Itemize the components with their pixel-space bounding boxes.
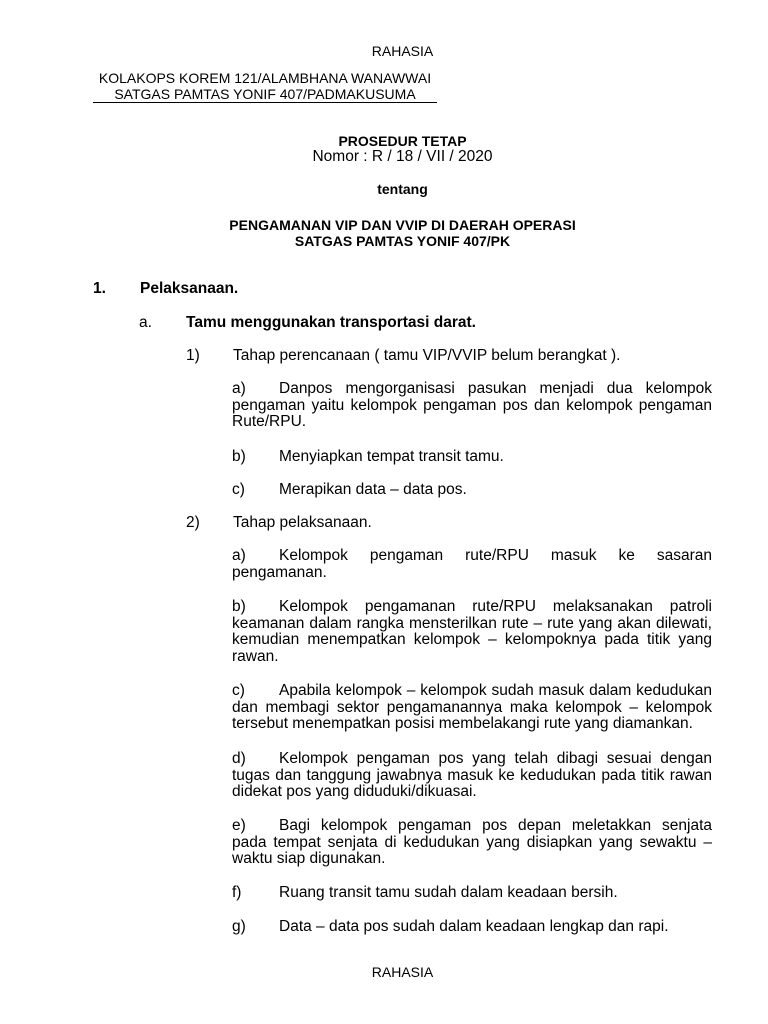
paragraph-first-line bbox=[232, 548, 712, 565]
item-marker: f) bbox=[232, 884, 242, 901]
classification-top: RAHASIA bbox=[371, 43, 434, 59]
paragraph-line: dan membagi sektor pengamanannya maka kelompok – kelompok bbox=[232, 698, 712, 716]
section-title: Pelaksanaan. bbox=[140, 280, 239, 297]
section-number: 1. bbox=[93, 280, 106, 297]
stage-title: Tahap perencanaan ( tamu VIP/VVIP belum berangkat ). bbox=[233, 347, 621, 364]
paragraph-first-line bbox=[232, 751, 712, 768]
stage-marker: 2) bbox=[186, 514, 200, 531]
paragraph-line: didekat pos yang diduduki/dikuasai. bbox=[232, 783, 477, 801]
subsection-marker: a. bbox=[139, 314, 152, 331]
paragraph-line: tugas dan tanggung jawabnya masuk ke kedudukan pada titik rawan bbox=[232, 766, 712, 784]
list-item bbox=[232, 885, 712, 902]
list-item bbox=[232, 919, 712, 936]
paragraph-line: Menyiapkan tempat transit tamu. bbox=[279, 448, 504, 465]
paragraph-line: rawan. bbox=[232, 648, 279, 666]
section-heading bbox=[93, 281, 238, 298]
list-item bbox=[232, 449, 712, 466]
about-label: tentang bbox=[377, 181, 428, 197]
paragraph-line: Kelompok pengamanan rute/RPU melaksanakan patroli bbox=[279, 598, 712, 615]
paragraph-line: Rute/RPU. bbox=[232, 413, 307, 431]
document-subject bbox=[93, 217, 712, 249]
subsection-title: Tamu menggunakan transportasi darat. bbox=[186, 314, 476, 331]
stage-marker: 1) bbox=[186, 347, 200, 364]
paragraph-first-line bbox=[232, 449, 712, 466]
paragraph-line: Data – data pos sudah dalam keadaan lengkap dan rapi. bbox=[279, 918, 669, 935]
paragraph-line: Bagi kelompok pengaman pos depan meletakkan senjata bbox=[279, 817, 712, 834]
unit-header-line1: KOLAKOPS KOREM 121/ALAMBHANA WANAWWAI bbox=[98, 70, 432, 86]
document-type: PROSEDUR TETAP bbox=[338, 133, 467, 149]
item-marker: b) bbox=[232, 448, 246, 465]
paragraph-first-line bbox=[232, 599, 712, 616]
document-number: Nomor : R / 18 / VII / 2020 bbox=[312, 148, 493, 165]
paragraph-first-line bbox=[232, 818, 712, 835]
item-marker: e) bbox=[232, 817, 246, 834]
paragraph-line: Kelompok pengaman pos yang telah dibagi sesuai dengan bbox=[279, 750, 712, 767]
paragraph-line: kemudian menempatkan kelompok – kelompoknya pada titik yang bbox=[232, 631, 712, 649]
item-marker: a) bbox=[232, 547, 246, 564]
stage-heading bbox=[186, 515, 372, 532]
paragraph-line: keamanan dalam rangka mensterilkan rute – rute yang akan dilewati, bbox=[232, 614, 712, 632]
unit-header-line2: SATGAS PAMTAS YONIF 407/PADMAKUSUMA bbox=[114, 86, 416, 102]
paragraph-first-line bbox=[232, 919, 712, 936]
paragraph-line: Kelompok pengaman rute/RPU masuk ke sasaran bbox=[279, 547, 712, 564]
list-item bbox=[232, 482, 712, 499]
item-marker: c) bbox=[232, 682, 245, 699]
list-item bbox=[232, 599, 712, 666]
paragraph-line: waktu siap digunakan. bbox=[232, 850, 386, 868]
subject-line: SATGAS PAMTAS YONIF 407/PK bbox=[294, 233, 511, 249]
list-item bbox=[232, 818, 712, 868]
paragraph-line: Danpos mengorganisasi pasukan menjadi dua kelompok bbox=[279, 380, 712, 397]
paragraph-first-line bbox=[232, 683, 712, 700]
paragraph-line: Ruang transit tamu sudah dalam keadaan bersih. bbox=[279, 884, 618, 901]
paragraph-first-line bbox=[232, 381, 712, 398]
paragraph-line: pengamanan. bbox=[232, 563, 327, 581]
paragraph-first-line bbox=[232, 482, 712, 499]
paragraph-line: Apabila kelompok – kelompok sudah masuk dalam kedudukan bbox=[279, 682, 712, 699]
item-marker: a) bbox=[232, 380, 246, 397]
item-marker: g) bbox=[232, 918, 246, 935]
list-item bbox=[232, 548, 712, 581]
stage-heading bbox=[186, 348, 620, 365]
item-marker: b) bbox=[232, 598, 246, 615]
list-item bbox=[232, 751, 712, 801]
item-marker: d) bbox=[232, 750, 246, 767]
subject-line: PENGAMANAN VIP DAN VVIP DI DAERAH OPERASI bbox=[229, 217, 576, 233]
stage-title: Tahap pelaksanaan. bbox=[233, 514, 372, 531]
unit-header bbox=[93, 70, 437, 103]
paragraph-line: pada tempat senjata di kedudukan yang disiapkan yang sewaktu – bbox=[232, 833, 712, 851]
classification-bottom: RAHASIA bbox=[371, 964, 434, 980]
paragraph-first-line bbox=[232, 885, 712, 902]
paragraph-line: tersebut menempatkan posisi membelakangi rute yang diamankan. bbox=[232, 715, 693, 733]
subsection-heading bbox=[139, 315, 476, 332]
paragraph-line: pengaman yaitu kelompok pengaman pos dan kelompok pengaman bbox=[232, 396, 712, 414]
list-item bbox=[232, 381, 712, 431]
item-marker: c) bbox=[232, 481, 245, 498]
paragraph-line: Merapikan data – data pos. bbox=[279, 481, 467, 498]
list-item bbox=[232, 683, 712, 733]
